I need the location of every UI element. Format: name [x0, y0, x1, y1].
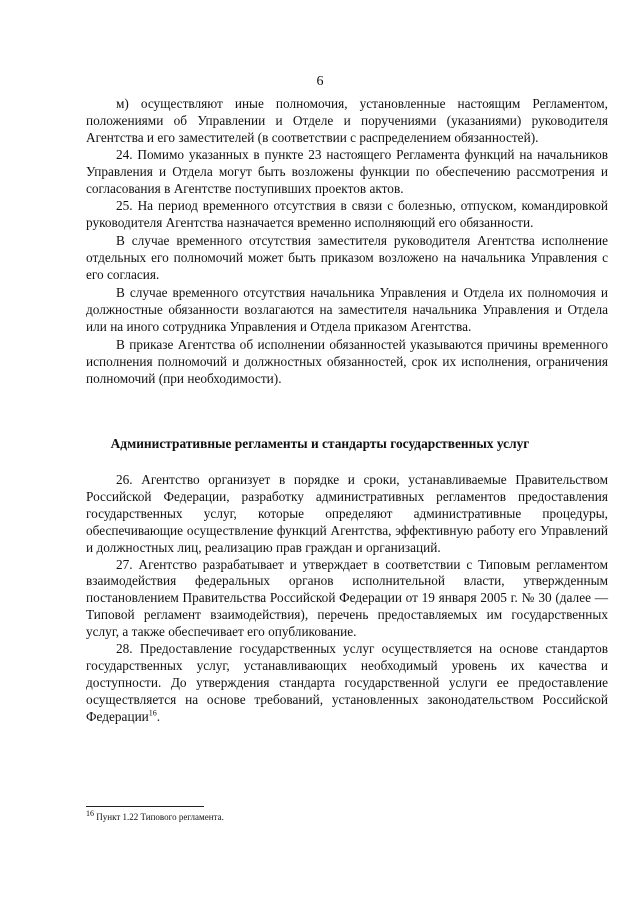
footnote-divider: [86, 806, 204, 807]
footnote-text: Пункт 1.22 Типового регламента.: [94, 812, 224, 822]
paragraph-26: 26. Агентство организует в порядке и сроки, устанавливаемые Правительством Российской Федерации, разработку административных регламентов предоставления государственных услуг, которые определяют административные процедуры, обеспечивающие осуществление функций Агентства, эффективную работу его Управлений и должностных лиц, реализацию прав граждан и организаций.: [86, 472, 608, 555]
paragraph-28-text: 28. Предоставление государственных услуг осуществляется на основе стандартов государственных услуг, устанавливающих необходимый уровень их качества и доступности. До утверждения стандарта государственной услуги ее предоставление осуществляется на основе требований, установленных законодательством Российской Федерации: [86, 641, 608, 724]
paragraph-28: [86, 641, 608, 726]
paragraph-27: 27. Агентство разрабатывает и утверждает в соответствии с Типовым регламентом взаимодействия федеральных органов исполнительной власти, утвержденным постановлением Правительства Российской Федерации от 19 января 2005 г. № 30 (далее — Типовой регламент взаимодействия), перечень предоставляемых им государственных услуг, а также обеспечивает его опубликование.: [86, 556, 608, 640]
paragraph-25-order: В приказе Агентства об исполнении обязанностей указываются причины временного исполнения полномочий и должностных обязанностей, срок их исполнения, ограничения полномочий (при необходимости).: [86, 336, 608, 386]
footnote-marker: 16: [86, 809, 94, 818]
footnote: [86, 809, 586, 823]
body-text-top: [86, 96, 608, 387]
section-heading: Административные регламенты и стандарты государственных услуг: [110, 436, 530, 451]
body-text-bottom: [86, 472, 608, 726]
page-number: 6: [316, 74, 324, 89]
paragraph-28-end: .: [156, 708, 161, 724]
paragraph-25-deputy: В случае временного отсутствия заместителя руководителя Агентства исполнение отдельных его полномочий может быть приказом возложено на начальника Управления с его согласия.: [86, 233, 608, 283]
paragraph-23m: м) осуществляют иные полномочия, установленные настоящим Регламентом, положениями об Управлении и Отделе и поручениями (указаниями) руководителя Агентства и его заместителей (в соответствии с распределением обязанностей).: [86, 96, 608, 145]
footnote-reference: 16: [148, 708, 157, 718]
paragraph-25: 25. На период временного отсутствия в связи с болезнью, отпуском, командировкой руководителя Агентства назначается временно исполняющий его обязанности.: [86, 198, 608, 231]
paragraph-24: 24. Помимо указанных в пункте 23 настоящего Регламента функций на начальников Управления и Отдела могут быть возложены функции по обеспечению рассмотрения и согласования в Агентстве поступивших проектов актов.: [86, 146, 608, 196]
paragraph-25-head: В случае временного отсутствия начальника Управления и Отдела их полномочия и должностные обязанности возлагаются на заместителя начальника Управления и Отдела или на иного сотрудника Управления и Отдела приказом Агентства.: [86, 284, 608, 334]
